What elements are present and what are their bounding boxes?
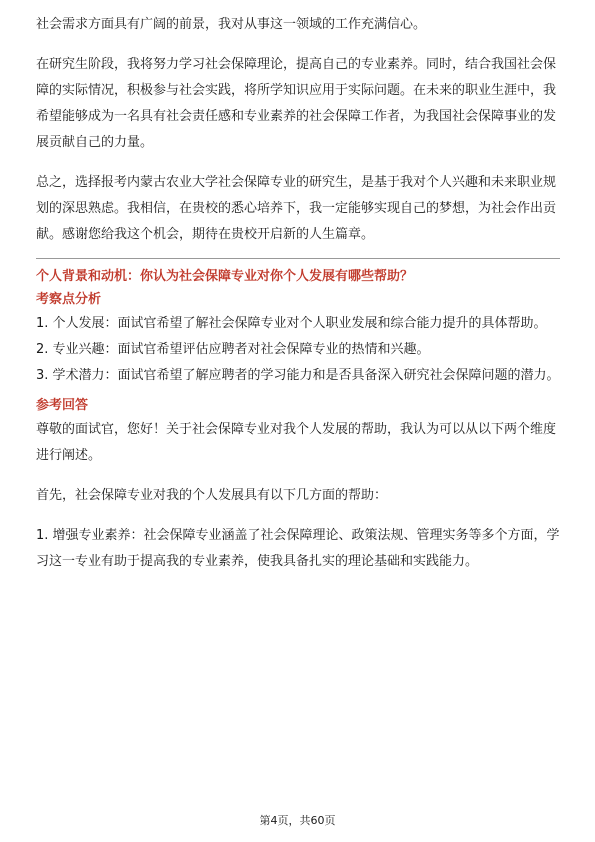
intro-paragraph-1: 社会需求方面具有广阔的前景，我对从事这一领域的工作充满信心。 bbox=[36, 17, 427, 32]
section-divider bbox=[36, 258, 560, 259]
intro-paragraph-3: 总之，选择报考内蒙古农业大学社会保障专业的研究生，是基于我对个人兴趣和未来职业规划的深思熟虑。我相信，在贵校的悉心培养下，我一定能够实现自己的梦想，为社会作出贡献。感谢您给我这个机会，期待在贵校开启新的人生篇章。 bbox=[36, 175, 557, 242]
page-number: 第4页，共60页 bbox=[259, 814, 336, 827]
answer-paragraph-2: 首先，社会保障专业对我的个人发展具有以下几方面的帮助： bbox=[36, 488, 388, 503]
paragraph-gap bbox=[36, 156, 560, 170]
answer-paragraph-3: 1. 增强专业素养：社会保障专业涵盖了社会保障理论、政策法规、管理实务等多个方面，学习这一专业有助于提高我的专业素养，使我具备扎实的理论基础和实践能力。 bbox=[36, 528, 560, 569]
paragraph-gap bbox=[36, 38, 560, 52]
analysis-title: 考察点分析 bbox=[36, 292, 102, 307]
answer-paragraph-1: 尊敬的面试官，您好！关于社会保障专业对我个人发展的帮助，我认为可以从以下两个维度进行阐述。 bbox=[36, 422, 557, 463]
analysis-item-3: 3. 学术潜力：面试官希望了解应聘者的学习能力和是否具备深入研究社会保障问题的潜力。 bbox=[36, 368, 560, 383]
intro-paragraph-2: 在研究生阶段，我将努力学习社会保障理论，提高自己的专业素养。同时，结合我国社会保障的实际情况，积极参与社会实践，将所学知识应用于实际问题。在未来的职业生涯中，我希望能够成为一名具有社会责任感和专业素养的社会保障工作者，为我国社会保障事业的发展贡献自己的力量。 bbox=[36, 57, 557, 150]
paragraph-gap bbox=[36, 509, 560, 523]
analysis-item-1: 1. 个人发展：面试官希望了解社会保障专业对个人职业发展和综合能力提升的具体帮助。 bbox=[36, 316, 547, 331]
page-content bbox=[36, 12, 560, 575]
analysis-item-2: 2. 专业兴趣：面试官希望评估应聘者对社会保障专业的热情和兴趣。 bbox=[36, 342, 430, 357]
answer-title: 参考回答 bbox=[36, 398, 89, 413]
paragraph-gap bbox=[36, 469, 560, 483]
question-heading: 个人背景和动机：你认为社会保障专业对你个人发展有哪些帮助？ bbox=[36, 269, 414, 284]
